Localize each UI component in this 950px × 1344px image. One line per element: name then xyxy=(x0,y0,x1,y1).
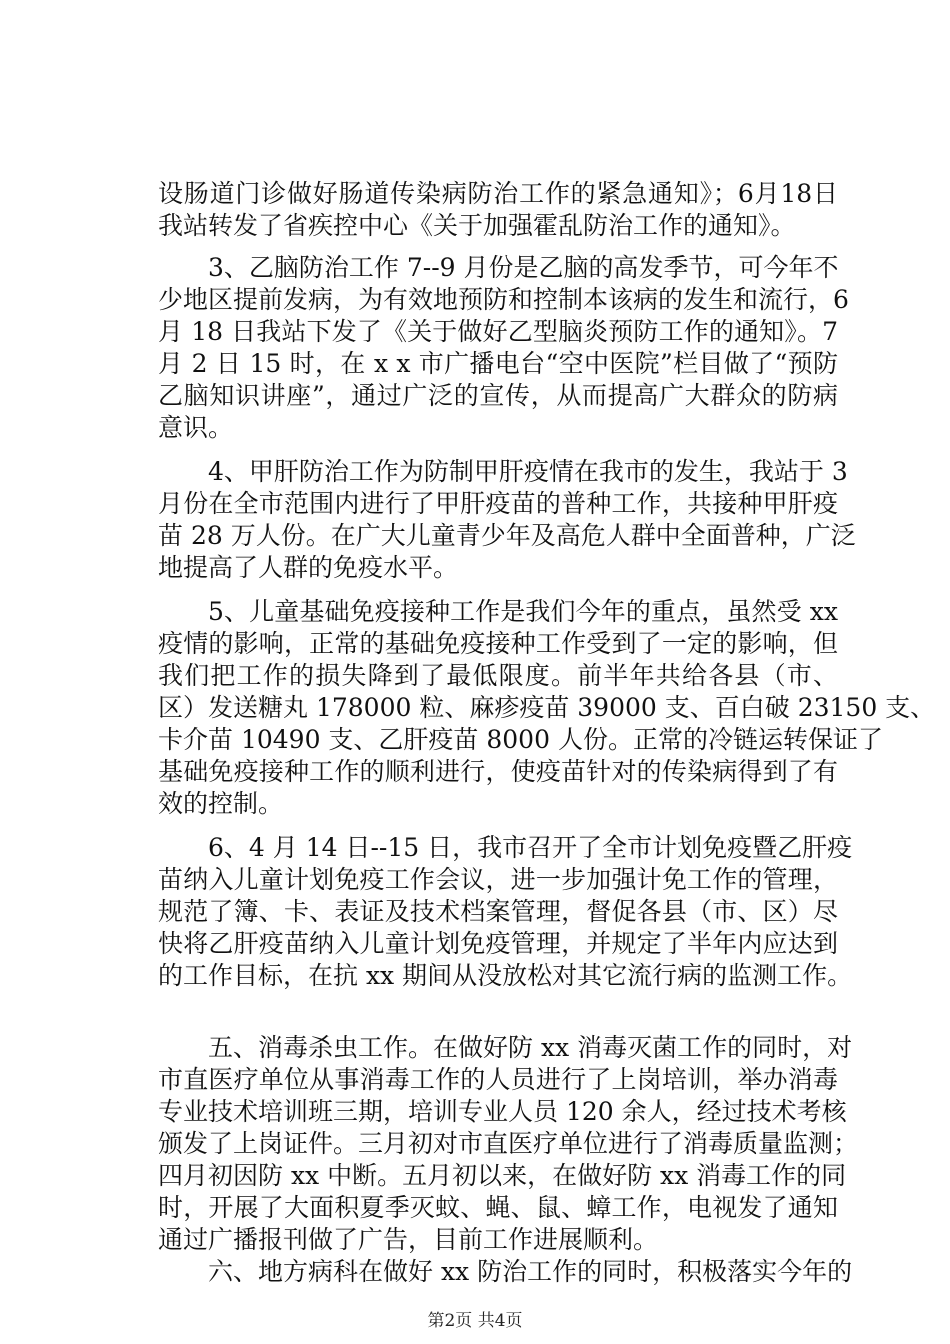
text-line: 四月初因防 xx 中断。五月初以来，在做好防 xx 消毒工作的同 xyxy=(158,1161,847,1190)
text-line: 苗 28 万人份。在广大儿童青少年及高危人群中全面普种，广泛 xyxy=(158,521,856,550)
text-line: 月 18 日我站下发了《关于做好乙型脑炎预防工作的通知》。7 xyxy=(158,317,838,346)
text-line: 效的控制。 xyxy=(158,789,284,818)
text-line: 市直医疗单位从事消毒工作的人员进行了上岗培训，举办消毒 xyxy=(158,1065,838,1094)
text-line: 月 2 日 15 时，在 x x 市广播电台“空中医院”栏目做了“预防 xyxy=(158,349,838,378)
paragraph-start-line: 6、4 月 14 日--15 日，我市召开了全市计划免疫暨乙肝疫 xyxy=(208,833,853,862)
text-line: 设肠道门诊做好肠道传染病防治工作的紧急通知》；6月18日 xyxy=(158,179,838,208)
paragraph-start-line: 3、乙脑防治工作 7--9 月份是乙脑的高发季节，可今年不 xyxy=(208,253,839,282)
text-line: 通过广播报刊做了广告，目前工作进展顺利。 xyxy=(158,1225,659,1254)
text-line: 颁发了上岗证件。三月初对市直医疗单位进行了消毒质量监测； xyxy=(158,1129,859,1158)
text-line: 卡介苗 10490 支、乙肝疫苗 8000 人份。正常的冷链运转保证了 xyxy=(158,725,883,754)
text-line: 时，开展了大面积夏季灭蚊、蝇、鼠、蟑工作，电视发了通知 xyxy=(158,1193,838,1222)
paragraph-start-line: 4、甲肝防治工作为防制甲肝疫情在我市的发生，我站于 3 xyxy=(208,457,848,486)
text-line: 规范了簿、卡、表证及技术档案管理，督促各县（市、区）尽 xyxy=(158,897,838,926)
text-line: 乙脑知识讲座”，通过广泛的宣传，从而提高广大群众的防病 xyxy=(158,381,838,410)
text-line: 苗纳入儿童计划免疫工作会议，进一步加强计免工作的管理， xyxy=(158,865,838,894)
paragraph-start-line: 5、儿童基础免疫接种工作是我们今年的重点，虽然受 xx xyxy=(208,597,838,626)
page-number-footer: 第2页 共4页 xyxy=(427,1311,523,1331)
text-line: 区）发送糖丸 178000 粒、麻疹疫苗 39000 支、百白破 23150 支、 xyxy=(158,693,936,722)
text-line: 意识。 xyxy=(158,413,234,442)
text-line: 疫情的影响，正常的基础免疫接种工作受到了一定的影响，但 xyxy=(158,629,838,658)
text-line: 专业技术培训班三期，培训专业人员 120 余人，经过技术考核 xyxy=(158,1097,847,1126)
paragraph-start-line: 五、消毒杀虫工作。在做好防 xx 消毒灭菌工作的同时，对 xyxy=(208,1033,853,1062)
text-line: 我站转发了省疾控中心《关于加强霍乱防治工作的通知》。 xyxy=(158,211,796,240)
text-line: 的工作目标，在抗 xx 期间从没放松对其它流行病的监测工作。 xyxy=(158,961,853,990)
text-line: 少地区提前发病，为有效地预防和控制本该病的发生和流行，6 xyxy=(158,285,849,314)
text-line: 快将乙肝疫苗纳入儿童计划免疫管理，并规定了半年内应达到 xyxy=(158,929,838,958)
text-line: 基础免疫接种工作的顺利进行，使疫苗针对的传染病得到了有 xyxy=(158,757,838,786)
text-line: 地提高了人群的免疫水平。 xyxy=(158,553,459,582)
paragraph-start-line: 六、地方病科在做好 xx 防治工作的同时，积极落实今年的 xyxy=(208,1257,853,1286)
text-line: 我们把工作的损失降到了最低限度。前半年共给各县（市、 xyxy=(158,661,838,690)
text-line: 月份在全市范围内进行了甲肝疫苗的普种工作，共接种甲肝疫 xyxy=(158,489,838,518)
